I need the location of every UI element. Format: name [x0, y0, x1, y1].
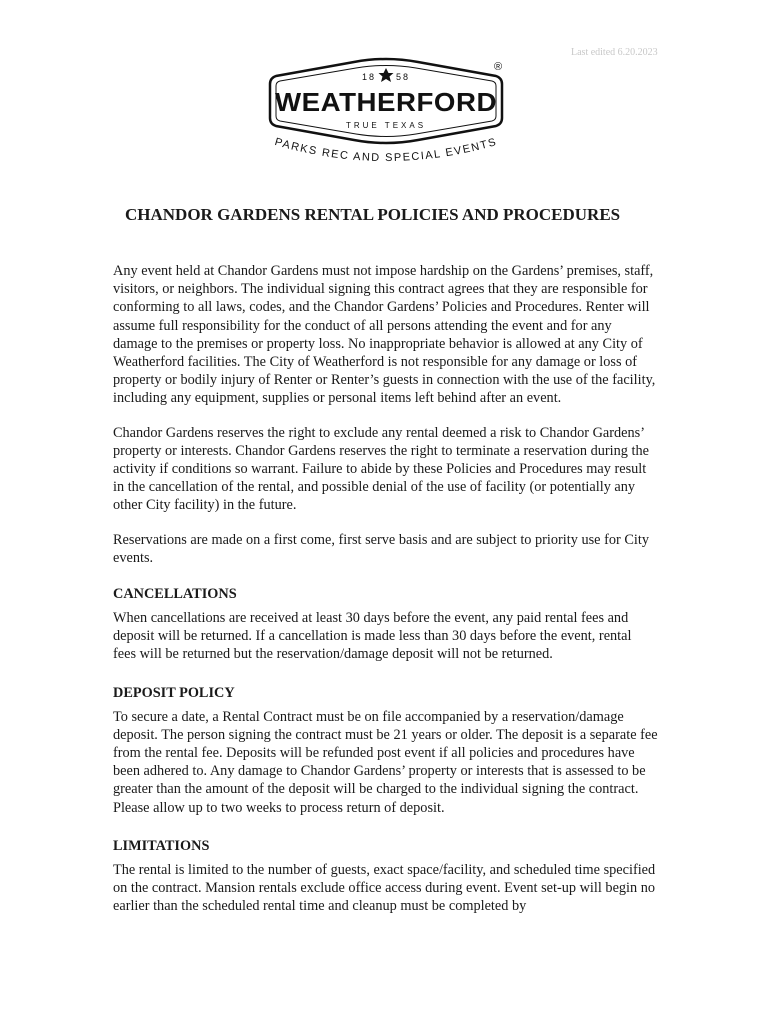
last-edited-note: Last edited 6.20.2023	[571, 47, 658, 58]
section-heading-deposit-policy: DEPOSIT POLICY	[113, 684, 235, 701]
registered-mark: ®	[494, 61, 503, 73]
texas-star-icon	[379, 68, 394, 82]
intro-paragraph-2: Chandor Gardens reserves the right to exclude any rental deemed a risk to Chandor Gardens’ property or interests. Chandor Gardens reserves the right to terminate a reservation during the activity if conditions so warrant. Failure to abide by these Policies and Procedures may result in the cancellation of the rental, and possible denial of the use of facility (or potentially any other City facility) in the future.	[113, 424, 649, 514]
section-body-limitations: The rental is limited to the number of guests, exact space/facility, and scheduled time specified on the contract. Mansion rentals exclude office access during event. Event set-up will begin no earlier than the scheduled rental time and cleanup must be completed by	[113, 861, 656, 915]
section-heading-limitations: LIMITATIONS	[113, 837, 210, 854]
section-body-cancellations: When cancellations are received at least 30 days before the event, any paid rental fees and deposit will be returned. If a cancellation is made less than 30 days before the event, rental fees will be returned but the reservation/damage deposit will not be returned.	[113, 610, 632, 663]
intro-paragraph-1: Any event held at Chandor Gardens must not impose hardship on the Gardens’ premises, staff, visitors, or neighbors. The individual signing this contract agrees that they are responsible for conforming to all laws, codes, and the Chandor Gardens’ Policies and Procedures. Renter will assume full responsibility for the conduct of all persons attending the event and for any damage to the premises or property loss. No inappropriate behavior is allowed at any City of Weatherford facilities. The City of Weatherford is not responsible for any damage or loss of property or bodily injury of Renter or Renter’s guests in connection with the use of the facility, including any equipment, supplies or personal items left behind after an event.	[113, 263, 656, 407]
document-title: CHANDOR GARDENS RENTAL POLICIES AND PROCEDURES	[125, 205, 621, 224]
section-body-deposit-policy: To secure a date, a Rental Contract must be on file accompanied by a reservation/damage deposit. The person signing the contract must be 21 years or older. The deposit is a separate fee from the rental fee. Deposits will be refunded post event if all policies and procedures have been adhered to. Any damage to Chandor Gardens’ property or interests that is assessed to be greater than the amount of the deposit will be charged to the individual signing the contract. Please allow up to two weeks to process return of deposit.	[113, 708, 658, 816]
logo-year-left: 18	[362, 72, 377, 82]
section-heading-cancellations: CANCELLATIONS	[113, 586, 237, 603]
logo-year-right: 58	[396, 72, 411, 82]
document-body	[113, 204, 658, 931]
logo-wordmark: WEATHERFORD	[275, 87, 497, 117]
logo-tagline: TRUE TEXAS	[345, 121, 427, 130]
logo-department: PARKS REC AND SPECIAL EVENTS	[273, 136, 499, 165]
weatherford-logo	[262, 56, 510, 176]
intro-paragraph-3: Reservations are made on a first come, first serve basis and are subject to priority use for City events.	[113, 531, 649, 566]
